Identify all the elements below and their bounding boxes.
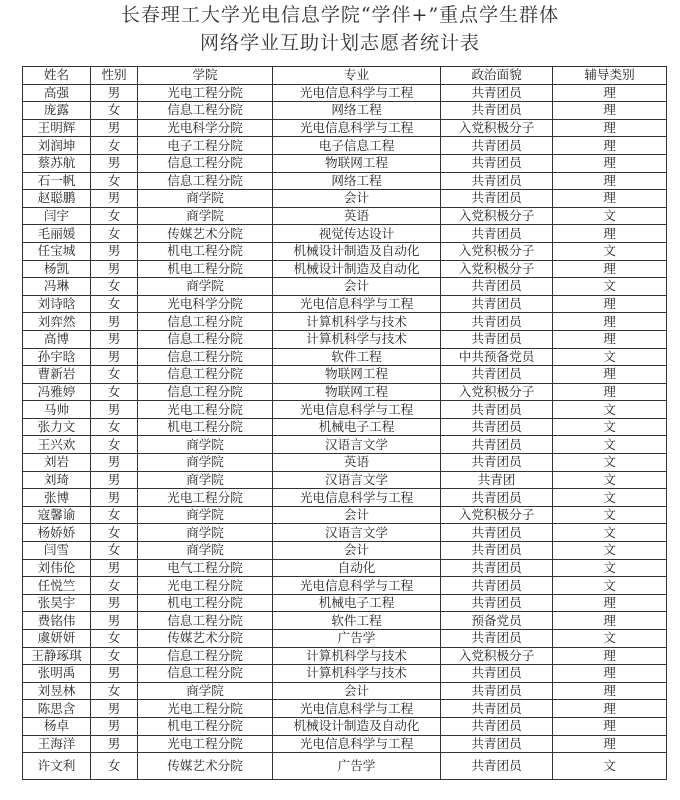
- cell-name: 孙宇晗: [23, 348, 91, 366]
- cell-gender: 男: [91, 401, 138, 419]
- cell-political-status: 共青团员: [441, 700, 553, 718]
- cell-name: 王明辉: [23, 119, 91, 137]
- cell-major: 光电信息科学与工程: [273, 577, 441, 595]
- table-row: [23, 735, 667, 753]
- cell-name: 王静琢琪: [23, 647, 91, 665]
- header-gender: 性别: [91, 67, 138, 85]
- cell-college: 商学院: [138, 454, 273, 472]
- cell-major: 会计: [273, 190, 441, 208]
- cell-college: 传媒艺术分院: [138, 225, 273, 243]
- cell-gender: 女: [91, 577, 138, 595]
- cell-major: 计算机科学与技术: [273, 647, 441, 665]
- cell-college: 光电工程分院: [138, 489, 273, 507]
- table-body: [23, 84, 667, 780]
- cell-political-status: 共青团员: [441, 418, 553, 436]
- cell-major: 汉语言文学: [273, 524, 441, 542]
- cell-gender: 男: [91, 489, 138, 507]
- cell-college: 商学院: [138, 506, 273, 524]
- cell-tutoring-category: 理: [553, 700, 667, 718]
- cell-college: 机电工程分院: [138, 418, 273, 436]
- table-row: [23, 102, 667, 120]
- table-row: [23, 242, 667, 260]
- cell-tutoring-category: 理: [553, 594, 667, 612]
- cell-gender: 女: [91, 207, 138, 225]
- cell-tutoring-category: 理: [553, 682, 667, 700]
- cell-tutoring-category: 文: [553, 242, 667, 260]
- cell-college: 信息工程分院: [138, 383, 273, 401]
- cell-major: 汉语言文学: [273, 471, 441, 489]
- cell-major: 软件工程: [273, 612, 441, 630]
- cell-political-status: 入党积极分子: [441, 647, 553, 665]
- cell-name: 费铭伟: [23, 612, 91, 630]
- table-row: [23, 489, 667, 507]
- cell-major: 光电信息科学与工程: [273, 489, 441, 507]
- cell-political-status: 共青团: [441, 471, 553, 489]
- cell-political-status: 共青团员: [441, 594, 553, 612]
- cell-gender: 男: [91, 454, 138, 472]
- table-row: [23, 330, 667, 348]
- cell-name: 冯琳: [23, 278, 91, 296]
- cell-political-status: 共青团员: [441, 366, 553, 384]
- cell-major: 广告学: [273, 753, 441, 780]
- cell-name: 王兴欢: [23, 436, 91, 454]
- cell-major: 光电信息科学与工程: [273, 700, 441, 718]
- cell-gender: 女: [91, 383, 138, 401]
- document-title-line1: 长春理工大学光电信息学院“学伴+”重点学生群体: [120, 4, 560, 26]
- cell-name: 蔡苏航: [23, 154, 91, 172]
- cell-political-status: 共青团员: [441, 137, 553, 155]
- cell-major: 机械电子工程: [273, 418, 441, 436]
- cell-name: 刘昱林: [23, 682, 91, 700]
- cell-tutoring-category: 理: [553, 383, 667, 401]
- cell-college: 电气工程分院: [138, 559, 273, 577]
- cell-political-status: 共青团员: [441, 717, 553, 735]
- cell-college: 电子工程分院: [138, 137, 273, 155]
- table-row: [23, 154, 667, 172]
- cell-gender: 女: [91, 295, 138, 313]
- cell-major: 光电信息科学与工程: [273, 735, 441, 753]
- cell-major: 英语: [273, 454, 441, 472]
- cell-college: 信息工程分院: [138, 665, 273, 683]
- cell-tutoring-category: 理: [553, 366, 667, 384]
- cell-major: 网络工程: [273, 102, 441, 120]
- header-college: 学院: [138, 67, 273, 85]
- cell-major: 物联网工程: [273, 383, 441, 401]
- cell-political-status: 共青团员: [441, 225, 553, 243]
- cell-major: 电子信息工程: [273, 137, 441, 155]
- table-row: [23, 313, 667, 331]
- table-row: [23, 260, 667, 278]
- cell-tutoring-category: 理: [553, 102, 667, 120]
- cell-tutoring-category: 文: [553, 753, 667, 780]
- cell-major: 物联网工程: [273, 154, 441, 172]
- cell-college: 信息工程分院: [138, 154, 273, 172]
- cell-tutoring-category: 理: [553, 190, 667, 208]
- cell-political-status: 共青团员: [441, 172, 553, 190]
- cell-gender: 女: [91, 278, 138, 296]
- cell-tutoring-category: 理: [553, 172, 667, 190]
- cell-name: 任宝城: [23, 242, 91, 260]
- cell-name: 赵聪鹏: [23, 190, 91, 208]
- cell-major: 机械设计制造及自动化: [273, 242, 441, 260]
- cell-college: 商学院: [138, 278, 273, 296]
- cell-college: 光电工程分院: [138, 84, 273, 102]
- cell-tutoring-category: 文: [553, 207, 667, 225]
- table-row: [23, 682, 667, 700]
- cell-gender: 女: [91, 682, 138, 700]
- cell-political-status: 共青团员: [441, 313, 553, 331]
- cell-tutoring-category: 文: [553, 489, 667, 507]
- cell-major: 机械设计制造及自动化: [273, 260, 441, 278]
- table-row: [23, 418, 667, 436]
- table-row: [23, 471, 667, 489]
- cell-major: 机械设计制造及自动化: [273, 717, 441, 735]
- cell-gender: 女: [91, 436, 138, 454]
- table-row: [23, 366, 667, 384]
- cell-tutoring-category: 文: [553, 401, 667, 419]
- cell-political-status: 共青团员: [441, 665, 553, 683]
- cell-major: 自动化: [273, 559, 441, 577]
- cell-college: 传媒艺术分院: [138, 630, 273, 648]
- cell-gender: 男: [91, 665, 138, 683]
- cell-major: 视觉传达设计: [273, 225, 441, 243]
- table-row: [23, 630, 667, 648]
- cell-political-status: 共青团员: [441, 401, 553, 419]
- cell-college: 商学院: [138, 190, 273, 208]
- cell-political-status: 共青团员: [441, 559, 553, 577]
- cell-tutoring-category: 文: [553, 506, 667, 524]
- cell-gender: 男: [91, 330, 138, 348]
- cell-political-status: 共青团员: [441, 682, 553, 700]
- cell-political-status: 共青团员: [441, 489, 553, 507]
- cell-name: 虞妍妍: [23, 630, 91, 648]
- cell-political-status: 共青团员: [441, 154, 553, 172]
- cell-tutoring-category: 理: [553, 735, 667, 753]
- cell-tutoring-category: 理: [553, 313, 667, 331]
- cell-name: 马帅: [23, 401, 91, 419]
- cell-tutoring-category: 理: [553, 154, 667, 172]
- table-row: [23, 436, 667, 454]
- cell-gender: 男: [91, 594, 138, 612]
- cell-political-status: 共青团员: [441, 295, 553, 313]
- cell-gender: 女: [91, 542, 138, 560]
- table-row: [23, 594, 667, 612]
- cell-name: 张博: [23, 489, 91, 507]
- cell-gender: 女: [91, 102, 138, 120]
- cell-college: 机电工程分院: [138, 260, 273, 278]
- header-political-status: 政治面貌: [441, 67, 553, 85]
- table-header-row: [23, 67, 667, 85]
- cell-major: 网络工程: [273, 172, 441, 190]
- cell-tutoring-category: 文: [553, 436, 667, 454]
- table-row: [23, 542, 667, 560]
- cell-college: 商学院: [138, 436, 273, 454]
- cell-name: 刘琦: [23, 471, 91, 489]
- cell-tutoring-category: 理: [553, 717, 667, 735]
- cell-name: 张力文: [23, 418, 91, 436]
- cell-gender: 女: [91, 647, 138, 665]
- cell-gender: 女: [91, 630, 138, 648]
- cell-name: 张昊宇: [23, 594, 91, 612]
- cell-gender: 男: [91, 242, 138, 260]
- cell-gender: 男: [91, 559, 138, 577]
- table-row: [23, 753, 667, 780]
- cell-tutoring-category: 文: [553, 542, 667, 560]
- table-row: [23, 348, 667, 366]
- cell-college: 商学院: [138, 682, 273, 700]
- cell-tutoring-category: 文: [553, 348, 667, 366]
- cell-name: 杨卓: [23, 717, 91, 735]
- cell-major: 广告学: [273, 630, 441, 648]
- cell-college: 信息工程分院: [138, 348, 273, 366]
- cell-political-status: 共青团员: [441, 735, 553, 753]
- cell-name: 张明禹: [23, 665, 91, 683]
- cell-gender: 男: [91, 471, 138, 489]
- cell-name: 寇馨谕: [23, 506, 91, 524]
- table-row: [23, 665, 667, 683]
- cell-gender: 男: [91, 313, 138, 331]
- cell-name: 王海洋: [23, 735, 91, 753]
- cell-gender: 男: [91, 84, 138, 102]
- cell-name: 毛丽媛: [23, 225, 91, 243]
- cell-tutoring-category: 理: [553, 330, 667, 348]
- cell-tutoring-category: 文: [553, 559, 667, 577]
- cell-political-status: 共青团员: [441, 330, 553, 348]
- cell-gender: 男: [91, 190, 138, 208]
- cell-name: 陈思含: [23, 700, 91, 718]
- cell-college: 商学院: [138, 471, 273, 489]
- cell-major: 会计: [273, 682, 441, 700]
- cell-major: 光电信息科学与工程: [273, 295, 441, 313]
- table-row: [23, 559, 667, 577]
- cell-college: 信息工程分院: [138, 647, 273, 665]
- cell-tutoring-category: 理: [553, 295, 667, 313]
- cell-political-status: 共青团员: [441, 102, 553, 120]
- cell-political-status: 入党积极分子: [441, 119, 553, 137]
- cell-tutoring-category: 理: [553, 137, 667, 155]
- cell-major: 物联网工程: [273, 366, 441, 384]
- cell-gender: 女: [91, 172, 138, 190]
- table-row: [23, 84, 667, 102]
- cell-political-status: 共青团员: [441, 542, 553, 560]
- cell-name: 冯雅婷: [23, 383, 91, 401]
- cell-political-status: 共青团员: [441, 577, 553, 595]
- cell-major: 光电信息科学与工程: [273, 119, 441, 137]
- cell-major: 英语: [273, 207, 441, 225]
- cell-political-status: 共青团员: [441, 84, 553, 102]
- cell-political-status: 入党积极分子: [441, 242, 553, 260]
- cell-gender: 男: [91, 735, 138, 753]
- cell-tutoring-category: 文: [553, 577, 667, 595]
- cell-name: 刘伟伦: [23, 559, 91, 577]
- table-row: [23, 612, 667, 630]
- cell-major: 会计: [273, 278, 441, 296]
- cell-name: 高强: [23, 84, 91, 102]
- cell-major: 软件工程: [273, 348, 441, 366]
- cell-gender: 男: [91, 348, 138, 366]
- cell-political-status: 入党积极分子: [441, 506, 553, 524]
- cell-college: 信息工程分院: [138, 172, 273, 190]
- cell-gender: 男: [91, 717, 138, 735]
- table-row: [23, 137, 667, 155]
- cell-major: 会计: [273, 506, 441, 524]
- cell-college: 商学院: [138, 542, 273, 560]
- header-major: 专业: [273, 67, 441, 85]
- cell-gender: 男: [91, 119, 138, 137]
- cell-tutoring-category: 理: [553, 260, 667, 278]
- table-row: [23, 717, 667, 735]
- cell-gender: 女: [91, 366, 138, 384]
- cell-name: 杨娇娇: [23, 524, 91, 542]
- cell-name: 曹新岩: [23, 366, 91, 384]
- cell-gender: 女: [91, 225, 138, 243]
- table-row: [23, 401, 667, 419]
- header-tutoring-category: 辅导类别: [553, 67, 667, 85]
- cell-tutoring-category: 理: [553, 612, 667, 630]
- cell-college: 光电工程分院: [138, 735, 273, 753]
- table-row: [23, 383, 667, 401]
- cell-political-status: 共青团员: [441, 630, 553, 648]
- cell-name: 杨凯: [23, 260, 91, 278]
- table-row: [23, 225, 667, 243]
- cell-college: 信息工程分院: [138, 313, 273, 331]
- table-row: [23, 207, 667, 225]
- cell-gender: 男: [91, 612, 138, 630]
- table-row: [23, 454, 667, 472]
- cell-name: 高博: [23, 330, 91, 348]
- cell-gender: 男: [91, 700, 138, 718]
- cell-college: 商学院: [138, 207, 273, 225]
- cell-major: 计算机科学与技术: [273, 313, 441, 331]
- cell-tutoring-category: 理: [553, 647, 667, 665]
- cell-tutoring-category: 理: [553, 665, 667, 683]
- cell-political-status: 预备党员: [441, 612, 553, 630]
- document-title-line2: 网络学业互助计划志愿者统计表: [199, 32, 480, 54]
- cell-gender: 男: [91, 260, 138, 278]
- table-row: [23, 506, 667, 524]
- cell-gender: 女: [91, 137, 138, 155]
- table-row: [23, 295, 667, 313]
- cell-tutoring-category: 文: [553, 630, 667, 648]
- cell-tutoring-category: 理: [553, 225, 667, 243]
- cell-college: 光电工程分院: [138, 577, 273, 595]
- header-name: 姓名: [23, 67, 91, 85]
- cell-college: 机电工程分院: [138, 242, 273, 260]
- cell-political-status: 入党积极分子: [441, 260, 553, 278]
- table-row: [23, 119, 667, 137]
- cell-college: 信息工程分院: [138, 102, 273, 120]
- cell-gender: 女: [91, 753, 138, 780]
- table-row: [23, 524, 667, 542]
- cell-political-status: 共青团员: [441, 753, 553, 780]
- cell-major: 机械电子工程: [273, 594, 441, 612]
- cell-political-status: 入党积极分子: [441, 383, 553, 401]
- cell-college: 光电工程分院: [138, 700, 273, 718]
- cell-major: 会计: [273, 542, 441, 560]
- cell-name: 石一帆: [23, 172, 91, 190]
- cell-tutoring-category: 文: [553, 278, 667, 296]
- cell-college: 光电工程分院: [138, 401, 273, 419]
- cell-political-status: 共青团员: [441, 278, 553, 296]
- cell-college: 光电科学分院: [138, 119, 273, 137]
- cell-name: 刘弈然: [23, 313, 91, 331]
- table-row: [23, 577, 667, 595]
- cell-tutoring-category: 理: [553, 119, 667, 137]
- cell-major: 光电信息科学与工程: [273, 84, 441, 102]
- table-row: [23, 172, 667, 190]
- cell-college: 商学院: [138, 524, 273, 542]
- cell-name: 任悦竺: [23, 577, 91, 595]
- cell-political-status: 入党积极分子: [441, 207, 553, 225]
- cell-college: 机电工程分院: [138, 594, 273, 612]
- cell-political-status: 共青团员: [441, 436, 553, 454]
- cell-name: 闫雪: [23, 542, 91, 560]
- table-row: [23, 190, 667, 208]
- cell-political-status: 共青团员: [441, 190, 553, 208]
- cell-college: 信息工程分院: [138, 330, 273, 348]
- cell-political-status: 共青团员: [441, 524, 553, 542]
- cell-political-status: 中共预备党员: [441, 348, 553, 366]
- cell-major: 计算机科学与技术: [273, 665, 441, 683]
- cell-college: 信息工程分院: [138, 366, 273, 384]
- cell-college: 机电工程分院: [138, 717, 273, 735]
- cell-name: 刘诗晗: [23, 295, 91, 313]
- cell-name: 闫宇: [23, 207, 91, 225]
- cell-college: 传媒艺术分院: [138, 753, 273, 780]
- cell-name: 庞露: [23, 102, 91, 120]
- cell-college: 光电科学分院: [138, 295, 273, 313]
- cell-major: 计算机科学与技术: [273, 330, 441, 348]
- cell-gender: 女: [91, 418, 138, 436]
- cell-tutoring-category: 文: [553, 454, 667, 472]
- table-row: [23, 278, 667, 296]
- volunteer-table: [22, 66, 667, 780]
- cell-political-status: 共青团员: [441, 454, 553, 472]
- cell-name: 刘岩: [23, 454, 91, 472]
- cell-gender: 女: [91, 506, 138, 524]
- cell-major: 光电信息科学与工程: [273, 401, 441, 419]
- table-row: [23, 647, 667, 665]
- cell-tutoring-category: 文: [553, 524, 667, 542]
- cell-major: 汉语言文学: [273, 436, 441, 454]
- cell-gender: 男: [91, 154, 138, 172]
- cell-tutoring-category: 理: [553, 84, 667, 102]
- cell-gender: 女: [91, 524, 138, 542]
- cell-tutoring-category: 文: [553, 471, 667, 489]
- cell-college: 信息工程分院: [138, 612, 273, 630]
- cell-name: 刘润坤: [23, 137, 91, 155]
- table-row: [23, 700, 667, 718]
- cell-tutoring-category: 文: [553, 418, 667, 436]
- cell-name: 许文利: [23, 753, 91, 780]
